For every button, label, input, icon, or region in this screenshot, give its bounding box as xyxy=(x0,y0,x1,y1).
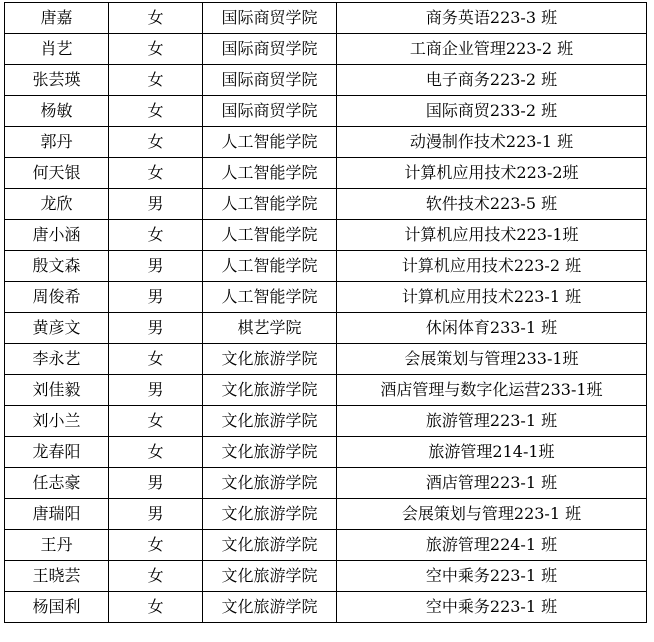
table-row xyxy=(5,437,647,468)
college-cell: 人工智能学院 xyxy=(203,189,337,220)
table-row xyxy=(5,375,647,406)
class-cell: 国际商贸233-2 班 xyxy=(337,96,647,127)
student-name-cell: 李永艺 xyxy=(5,344,109,375)
gender-cell: 女 xyxy=(109,34,203,65)
college-cell: 人工智能学院 xyxy=(203,158,337,189)
gender-cell: 男 xyxy=(109,313,203,344)
table-row xyxy=(5,592,647,623)
table-row xyxy=(5,220,647,251)
college-cell: 人工智能学院 xyxy=(203,220,337,251)
gender-cell: 男 xyxy=(109,189,203,220)
table-row xyxy=(5,3,647,34)
college-cell: 文化旅游学院 xyxy=(203,561,337,592)
student-name-cell: 杨国利 xyxy=(5,592,109,623)
table-row xyxy=(5,530,647,561)
gender-cell: 女 xyxy=(109,561,203,592)
college-cell: 国际商贸学院 xyxy=(203,34,337,65)
table-row xyxy=(5,34,647,65)
student-name-cell: 黄彦文 xyxy=(5,313,109,344)
class-cell: 商务英语223-3 班 xyxy=(337,3,647,34)
gender-cell: 男 xyxy=(109,375,203,406)
college-cell: 文化旅游学院 xyxy=(203,375,337,406)
class-cell: 酒店管理与数字化运营233-1班 xyxy=(337,375,647,406)
roster-body xyxy=(5,3,647,623)
student-name-cell: 殷文森 xyxy=(5,251,109,282)
class-cell: 计算机应用技术223-1班 xyxy=(337,220,647,251)
gender-cell: 女 xyxy=(109,406,203,437)
college-cell: 人工智能学院 xyxy=(203,127,337,158)
class-cell: 旅游管理224-1 班 xyxy=(337,530,647,561)
class-cell: 软件技术223-5 班 xyxy=(337,189,647,220)
gender-cell: 女 xyxy=(109,127,203,158)
college-cell: 国际商贸学院 xyxy=(203,3,337,34)
gender-cell: 女 xyxy=(109,437,203,468)
table-row xyxy=(5,468,647,499)
gender-cell: 男 xyxy=(109,499,203,530)
class-cell: 会展策划与管理233-1班 xyxy=(337,344,647,375)
gender-cell: 女 xyxy=(109,96,203,127)
college-cell: 文化旅游学院 xyxy=(203,468,337,499)
student-name-cell: 刘小兰 xyxy=(5,406,109,437)
gender-cell: 女 xyxy=(109,220,203,251)
gender-cell: 女 xyxy=(109,3,203,34)
table-row xyxy=(5,96,647,127)
student-name-cell: 唐瑞阳 xyxy=(5,499,109,530)
class-cell: 旅游管理214-1班 xyxy=(337,437,647,468)
class-cell: 会展策划与管理223-1 班 xyxy=(337,499,647,530)
gender-cell: 男 xyxy=(109,282,203,313)
student-name-cell: 唐小涵 xyxy=(5,220,109,251)
college-cell: 文化旅游学院 xyxy=(203,592,337,623)
student-name-cell: 王丹 xyxy=(5,530,109,561)
student-name-cell: 龙欣 xyxy=(5,189,109,220)
table-row xyxy=(5,158,647,189)
gender-cell: 男 xyxy=(109,468,203,499)
college-cell: 文化旅游学院 xyxy=(203,499,337,530)
college-cell: 国际商贸学院 xyxy=(203,96,337,127)
table-row xyxy=(5,127,647,158)
class-cell: 计算机应用技术223-1 班 xyxy=(337,282,647,313)
student-name-cell: 刘佳毅 xyxy=(5,375,109,406)
class-cell: 计算机应用技术223-2 班 xyxy=(337,251,647,282)
college-cell: 人工智能学院 xyxy=(203,251,337,282)
table-row xyxy=(5,65,647,96)
table-row xyxy=(5,251,647,282)
table-row xyxy=(5,406,647,437)
student-name-cell: 何天银 xyxy=(5,158,109,189)
class-cell: 动漫制作技术223-1 班 xyxy=(337,127,647,158)
class-cell: 工商企业管理223-2 班 xyxy=(337,34,647,65)
gender-cell: 女 xyxy=(109,158,203,189)
student-name-cell: 王晓芸 xyxy=(5,561,109,592)
class-cell: 空中乘务223-1 班 xyxy=(337,592,647,623)
class-cell: 计算机应用技术223-2班 xyxy=(337,158,647,189)
college-cell: 文化旅游学院 xyxy=(203,406,337,437)
table-row xyxy=(5,282,647,313)
gender-cell: 女 xyxy=(109,530,203,561)
gender-cell: 女 xyxy=(109,344,203,375)
class-cell: 空中乘务223-1 班 xyxy=(337,561,647,592)
class-cell: 电子商务223-2 班 xyxy=(337,65,647,96)
table-row xyxy=(5,499,647,530)
table-row xyxy=(5,561,647,592)
student-name-cell: 张芸瑛 xyxy=(5,65,109,96)
table-row xyxy=(5,313,647,344)
gender-cell: 男 xyxy=(109,251,203,282)
table-row xyxy=(5,189,647,220)
gender-cell: 女 xyxy=(109,592,203,623)
student-name-cell: 龙春阳 xyxy=(5,437,109,468)
gender-cell: 女 xyxy=(109,65,203,96)
student-name-cell: 肖艺 xyxy=(5,34,109,65)
student-name-cell: 杨敏 xyxy=(5,96,109,127)
class-cell: 酒店管理223-1 班 xyxy=(337,468,647,499)
student-name-cell: 郭丹 xyxy=(5,127,109,158)
table-row xyxy=(5,344,647,375)
class-cell: 休闲体育233-1 班 xyxy=(337,313,647,344)
student-name-cell: 任志豪 xyxy=(5,468,109,499)
student-name-cell: 周俊希 xyxy=(5,282,109,313)
college-cell: 文化旅游学院 xyxy=(203,344,337,375)
college-cell: 人工智能学院 xyxy=(203,282,337,313)
college-cell: 文化旅游学院 xyxy=(203,437,337,468)
class-cell: 旅游管理223-1 班 xyxy=(337,406,647,437)
college-cell: 棋艺学院 xyxy=(203,313,337,344)
college-cell: 文化旅游学院 xyxy=(203,530,337,561)
college-cell: 国际商贸学院 xyxy=(203,65,337,96)
student-name-cell: 唐嘉 xyxy=(5,3,109,34)
student-roster-table xyxy=(4,2,647,623)
